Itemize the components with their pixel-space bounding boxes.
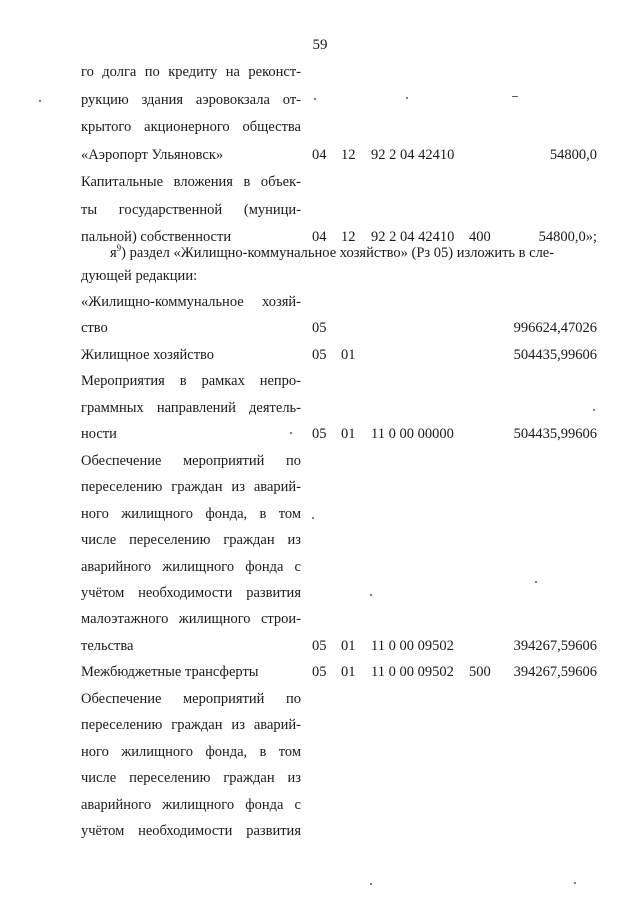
table-row (0, 715, 640, 735)
item-name: Межбюджетные трансферты (81, 664, 259, 681)
subsection-code: 01 (341, 664, 356, 681)
section-code: 05 (312, 426, 327, 443)
table-row (0, 821, 640, 841)
scan-speck (574, 882, 576, 884)
paragraph-superscript: 9 (116, 243, 122, 253)
item-name: ство (81, 320, 108, 337)
amount: 54800,0»; (538, 229, 597, 245)
subsection-code: 01 (341, 426, 356, 443)
section-code: 04 (312, 229, 327, 245)
item-name: рукцию здания аэровокзала от- (81, 91, 301, 108)
item-name: учётом необходимости развития (81, 584, 301, 601)
scan-speck (535, 581, 537, 583)
item-name: ного жилищного фонда, в том (81, 743, 301, 760)
table-row (0, 530, 640, 550)
table-row (0, 636, 640, 656)
table-row (0, 795, 640, 815)
scan-speck (370, 594, 372, 596)
item-name: ты государственной (муници- (81, 201, 301, 218)
target-article-code: 11 0 00 09502 (371, 637, 454, 654)
amount: 504435,99606 (513, 346, 597, 363)
table-row (0, 62, 640, 82)
table-row (0, 662, 640, 682)
table-row (0, 557, 640, 577)
table-row (0, 451, 640, 471)
section-code: 05 (312, 346, 327, 363)
table-row (0, 768, 640, 788)
target-article-code: 92 2 04 42410 (371, 229, 455, 245)
item-name: пальной) собственности (81, 229, 232, 245)
scan-speck (314, 98, 316, 100)
expense-type-code: 500 (469, 664, 491, 681)
item-name: «Жилищно-коммунальное хозяй- (81, 294, 301, 310)
item-name: числе переселению граждан из (81, 532, 301, 549)
amount: 54800,0 (549, 146, 597, 163)
subsection-code: 01 (341, 346, 356, 363)
amount: 504435,99606 (513, 426, 597, 443)
item-name: ности (81, 426, 117, 443)
scan-speck (593, 409, 595, 411)
item-name: аварийного жилищного фонда с (81, 558, 301, 575)
table-row (0, 200, 640, 220)
table-row (0, 504, 640, 524)
item-name: Капитальные вложения в объек- (81, 174, 301, 190)
table-row (0, 345, 640, 365)
table-row (0, 609, 640, 629)
item-name: граммных направлений деятель- (81, 399, 301, 416)
table-row (0, 583, 640, 603)
amendment-paragraph-line2: дующей редакции: (81, 268, 198, 284)
table-row (0, 424, 640, 444)
subsection-code: 01 (341, 637, 356, 654)
amount: 996624,47026 (513, 320, 597, 337)
table-row (0, 117, 640, 137)
item-name: малоэтажного жилищного строи- (81, 611, 301, 628)
item-name: учётом необходимости развития (81, 823, 301, 839)
table-row (0, 742, 640, 762)
scan-speck (39, 100, 41, 102)
table-row (0, 477, 640, 497)
paragraph-letter: я (110, 244, 117, 261)
scan-speck (370, 883, 372, 885)
section-code: 04 (312, 146, 327, 163)
section-code: 05 (312, 664, 327, 681)
section-code: 05 (312, 320, 327, 337)
table-row (0, 90, 640, 110)
table-row (0, 292, 640, 312)
amendment-paragraph-line1 (110, 238, 554, 263)
amount: 394267,59606 (513, 637, 597, 654)
item-name: тельства (81, 637, 134, 654)
item-name: го долга по кредиту на реконст- (81, 64, 301, 80)
amount: 394267,59606 (513, 664, 597, 681)
item-name: аварийного жилищного фонда с (81, 796, 301, 813)
table-row (0, 145, 640, 165)
subsection-code: 12 (341, 146, 356, 163)
table-row (0, 689, 640, 709)
target-article-code: 11 0 00 00000 (371, 426, 454, 443)
item-name: Мероприятия в рамках непро- (81, 373, 301, 390)
subsection-code: 12 (341, 229, 356, 245)
expense-type-code: 400 (469, 229, 491, 245)
table-row (0, 172, 640, 192)
scan-speck (290, 432, 292, 434)
table-row (0, 318, 640, 338)
target-article-code: 92 2 04 42410 (371, 146, 455, 163)
item-name: ного жилищного фонда, в том (81, 505, 301, 522)
paragraph-text: ) раздел «Жилищно-коммунальное хозяйство» (Рз 05) изложить в сле- (121, 244, 555, 261)
section-code: 05 (312, 637, 327, 654)
item-name: крытого акционерного общества (81, 119, 301, 135)
table-row (0, 371, 640, 391)
scan-speck (512, 96, 518, 97)
page-number: 59 (312, 37, 328, 53)
scan-speck (406, 97, 408, 99)
scan-speck (312, 517, 314, 519)
item-name: числе переселению граждан из (81, 770, 301, 787)
item-name: «Аэропорт Ульяновск» (81, 146, 224, 163)
item-name: Обеспечение мероприятий по (81, 452, 301, 469)
target-article-code: 11 0 00 09502 (371, 664, 454, 681)
item-name: переселению граждан из аварий- (81, 479, 301, 496)
table-row (0, 398, 640, 418)
item-name: переселению граждан из аварий- (81, 717, 301, 734)
item-name: Обеспечение мероприятий по (81, 690, 301, 707)
item-name: Жилищное хозяйство (81, 346, 215, 363)
